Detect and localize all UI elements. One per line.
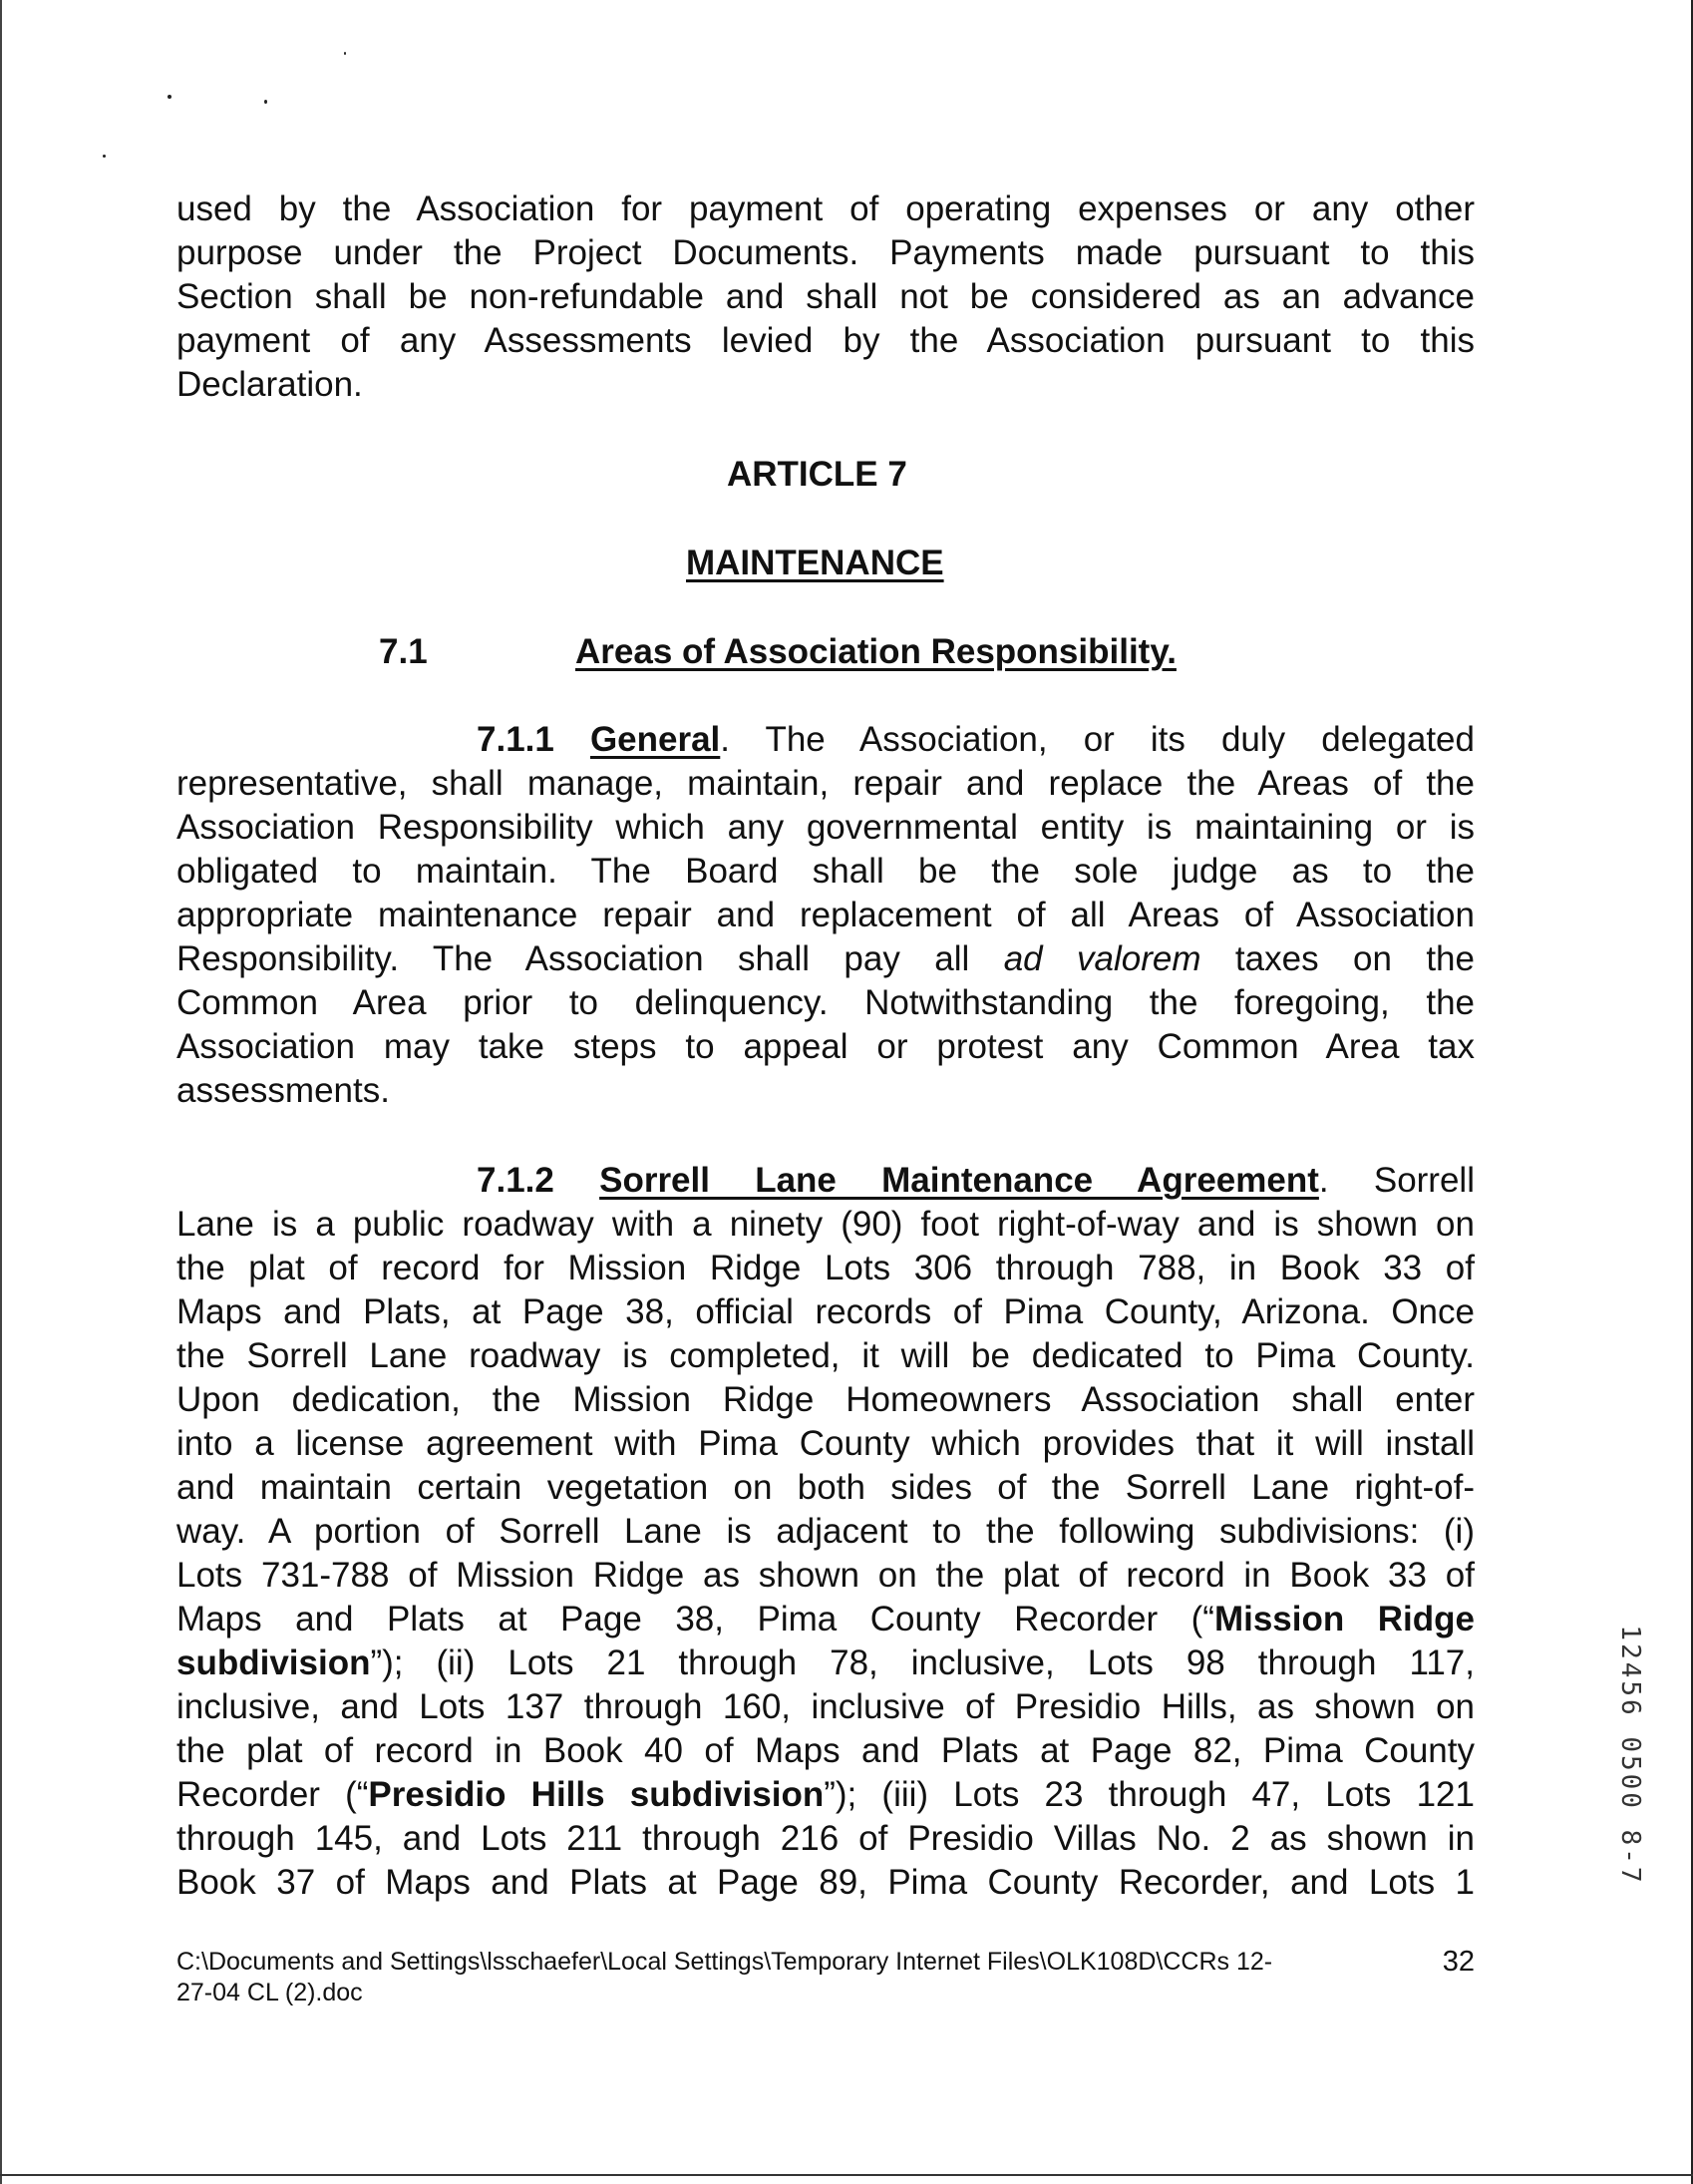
text-line: inclusive, and Lots 137 through 160, inclusive of Presidio Hills, as shown on <box>176 1687 1475 1726</box>
text-line: Association Responsibility which any governmental entity is maintaining or is <box>176 808 1475 847</box>
defined-term: Presidio Hills subdivision <box>368 1775 825 1814</box>
section-7-1-2-lead: . Sorrell <box>1318 1161 1475 1200</box>
text-line <box>176 937 1475 981</box>
text-run: Responsibility. The Association shall pay all <box>176 939 1004 978</box>
scan-edge-left <box>0 0 2 2184</box>
article-title: MAINTENANCE <box>686 544 944 582</box>
section-7-1-2 <box>176 1159 1475 1905</box>
text-line: payment of any Assessments levied by the Association pursuant to this <box>176 321 1475 360</box>
article-number: ARTICLE 7 <box>727 455 907 494</box>
text-line: Book 37 of Maps and Plats at Page 89, Pima County Recorder, and Lots 1 <box>176 1863 1475 1902</box>
page-number: 32 <box>1442 1946 1475 1978</box>
text-line: the plat of record in Book 40 of Maps and Plats at Page 82, Pima County <box>176 1731 1475 1770</box>
text-line: way. A portion of Sorrell Lane is adjacent to the following subdivisions: (i) <box>176 1512 1475 1551</box>
text-line: representative, shall manage, maintain, repair and replace the Areas of the <box>176 764 1475 803</box>
text-run: ”); (ii) Lots 21 through 78, inclusive, Lots 98 through 117, <box>370 1643 1475 1682</box>
section-7-1-2-title: Sorrell Lane Maintenance Agreement <box>599 1161 1319 1200</box>
text-line: Maps and Plats, at Page 38, official records of Pima County, Arizona. Once <box>176 1292 1475 1331</box>
text-run: Recorder (“ <box>176 1775 369 1814</box>
text-run: Maps and Plats at Page 38, Pima County Recorder (“ <box>176 1600 1214 1638</box>
recorder-stamp <box>1615 1626 1645 1885</box>
scan-speck <box>168 95 171 99</box>
text-line: and maintain certain vegetation on both sides of the Sorrell Lane right-of- <box>176 1468 1475 1507</box>
text-line: into a license agreement with Pima County which provides that it will install <box>176 1424 1475 1463</box>
text-line: Section shall be non-refundable and shall not be considered as an advance <box>176 277 1475 316</box>
section-7-1-2-number: 7.1.2 <box>477 1161 554 1200</box>
text-line: Lane is a public roadway with a ninety (90) foot right-of-way and is shown on <box>176 1205 1475 1244</box>
recorder-stamp-text: 12456 0500 8-7 <box>1615 1625 1645 1886</box>
text-line: the plat of record for Mission Ridge Lots 306 through 788, in Book 33 of <box>176 1249 1475 1287</box>
page-footer <box>176 1947 1475 2008</box>
section-7-1-title: Areas of Association Responsibility. <box>575 632 1177 671</box>
text-line: Upon dedication, the Mission Ridge Homeowners Association shall enter <box>176 1380 1475 1419</box>
scan-speck <box>264 100 267 104</box>
section-7-1-1-first-line <box>176 718 1475 762</box>
text-line: purpose under the Project Documents. Payments made pursuant to this <box>176 233 1475 272</box>
text-line: the Sorrell Lane roadway is completed, it will be dedicated to Pima County. <box>176 1336 1475 1375</box>
section-7-1-2-first-line <box>176 1159 1475 1203</box>
continuation-paragraph <box>176 187 1475 407</box>
text-line <box>176 1598 1475 1641</box>
text-line <box>176 1773 1475 1817</box>
scan-speck <box>103 155 106 158</box>
text-line: appropriate maintenance repair and replacement of all Areas of Association <box>176 896 1475 934</box>
text-line: used by the Association for payment of operating expenses or any other <box>176 189 1475 228</box>
footer-file-path-cont: 27-04 CL (2).doc <box>176 1979 363 2006</box>
defined-term: Mission Ridge <box>1213 1600 1475 1638</box>
section-7-1-1 <box>176 718 1475 1113</box>
text-line: Lots 731-788 of Mission Ridge as shown on the plat of record in Book 33 of <box>176 1556 1475 1595</box>
section-7-1-1-lead: . The Association, or its duly delegated <box>720 720 1475 759</box>
section-7-1-1-number: 7.1.1 <box>477 720 554 759</box>
scan-speck <box>344 52 346 55</box>
footer-file-path: C:\Documents and Settings\lsschaefer\Local Settings\Temporary Internet Files\OLK108D\CCRs 12- <box>176 1948 1273 1976</box>
section-7-1-number: 7.1 <box>379 632 428 671</box>
text-line: obligated to maintain. The Board shall be the sole judge as to the <box>176 852 1475 891</box>
text-run: ”); (iii) Lots 23 through 47, Lots 121 <box>824 1775 1475 1814</box>
section-7-1-1-title: General <box>589 720 721 759</box>
text-line: assessments. <box>176 1071 390 1110</box>
scan-edge-bottom <box>0 2174 1693 2176</box>
text-run: taxes on the <box>1200 939 1475 978</box>
text-line <box>176 1641 1475 1685</box>
italic-term: ad valorem <box>1003 939 1201 978</box>
text-line: Declaration. <box>176 365 363 404</box>
defined-term: subdivision <box>176 1643 371 1682</box>
text-line: Association may take steps to appeal or protest any Common Area tax <box>176 1027 1475 1066</box>
text-line: Common Area prior to delinquency. Notwithstanding the foregoing, the <box>176 983 1475 1022</box>
text-line: through 145, and Lots 211 through 216 of Presidio Villas No. 2 as shown in <box>176 1819 1475 1858</box>
